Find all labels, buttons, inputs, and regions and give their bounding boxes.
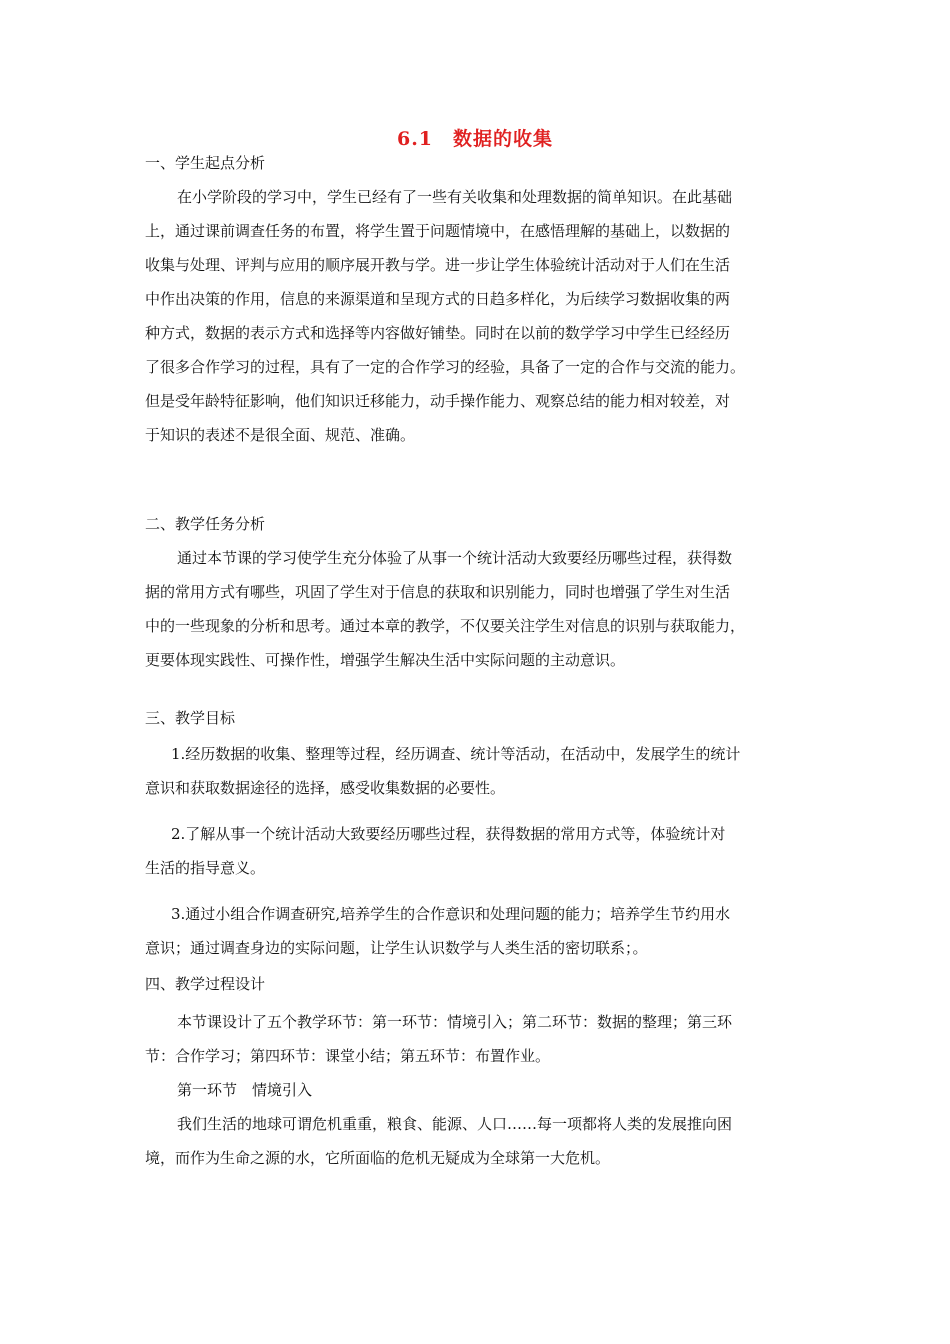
- paragraph-line: 中的一些现象的分析和思考。通过本章的教学，不仅要关注学生对信息的识别与获取能力，: [145, 617, 746, 635]
- paragraph-line: 据的常用方式有哪些，巩固了学生对于信息的获取和识别能力，同时也增强了学生对生活: [145, 583, 731, 601]
- paragraph-line: 境，而作为生命之源的水，它所面临的危机无疑成为全球第一大危机。: [145, 1149, 611, 1167]
- paragraph-line: 收集与处理、评判与应用的顺序展开教与学。进一步让学生体验统计活动对于人们在生活: [145, 256, 731, 274]
- section-heading-teaching-goals: 三、教学目标: [145, 709, 236, 727]
- section-body-task-analysis: [145, 541, 815, 677]
- paragraph-line: 上，通过课前调查任务的布置，将学生置于问题情境中，在感悟理解的基础上，以数据的: [145, 222, 731, 240]
- paragraph-line: 种方式，数据的表示方式和选择等内容做好铺垫。同时在以前的数学学习中学生已经经历: [145, 324, 731, 342]
- section-heading-student-analysis: 一、学生起点分析: [145, 154, 266, 172]
- paragraph-line: 通过本节课的学习使学生充分体验了从事一个统计活动大致要经历哪些过程，获得数: [177, 549, 733, 567]
- section-heading-task-analysis: 二、教学任务分析: [145, 515, 266, 533]
- goal-line: 3.通过小组合作调查研究,培养学生的合作意识和处理问题的能力；培养学生节约用水: [171, 905, 731, 923]
- goal-line: 2.了解从事一个统计活动大致要经历哪些过程，获得数据的常用方式等，体验统计对: [171, 825, 726, 843]
- section-heading-process-design: 四、教学过程设计: [145, 975, 266, 993]
- paragraph-line: 我们生活的地球可谓危机重重，粮食、能源、人口……每一项都将人类的发展推向困: [177, 1115, 733, 1133]
- goal-line: 意识和获取数据途径的选择，感受收集数据的必要性。: [145, 779, 506, 797]
- paragraph-line: 在小学阶段的学习中，学生已经有了一些有关收集和处理数据的简单知识。在此基础: [177, 188, 733, 206]
- paragraph-line: 更要体现实践性、可操作性，增强学生解决生活中实际问题的主动意识。: [145, 651, 626, 669]
- goal-line: 生活的指导意义。: [145, 859, 266, 877]
- paragraph-line: 但是受年龄特征影响，他们知识迁移能力，动手操作能力、观察总结的能力相对较差，对: [145, 392, 731, 410]
- goal-line: 1.经历数据的收集、整理等过程，经历调查、统计等活动，在活动中，发展学生的统计: [171, 745, 741, 763]
- paragraph-line: 本节课设计了五个教学环节：第一环节：情境引入；第二环节：数据的整理；第三环: [177, 1013, 733, 1031]
- paragraph-line: 中作出决策的作用，信息的来源渠道和呈现方式的日趋多样化，为后续学习数据收集的两: [145, 290, 731, 308]
- section-body-student-analysis: [145, 180, 815, 452]
- goal-line: 意识；通过调查身边的实际问题，让学生认识数学与人类生活的密切联系；。: [145, 939, 648, 957]
- section-body-teaching-goals: [145, 737, 815, 965]
- document-title: 6.1 数据的收集: [396, 128, 554, 150]
- paragraph-line: 了很多合作学习的过程，具有了一定的合作学习的经验，具备了一定的合作与交流的能力。: [145, 358, 746, 376]
- paragraph-line: 节：合作学习；第四环节：课堂小结；第五环节：布置作业。: [145, 1047, 551, 1065]
- paragraph-line: 于知识的表述不是很全面、规范、准确。: [145, 426, 416, 444]
- subsection-heading: 第一环节 情境引入: [177, 1081, 313, 1099]
- section-body-process-design: [145, 1005, 815, 1175]
